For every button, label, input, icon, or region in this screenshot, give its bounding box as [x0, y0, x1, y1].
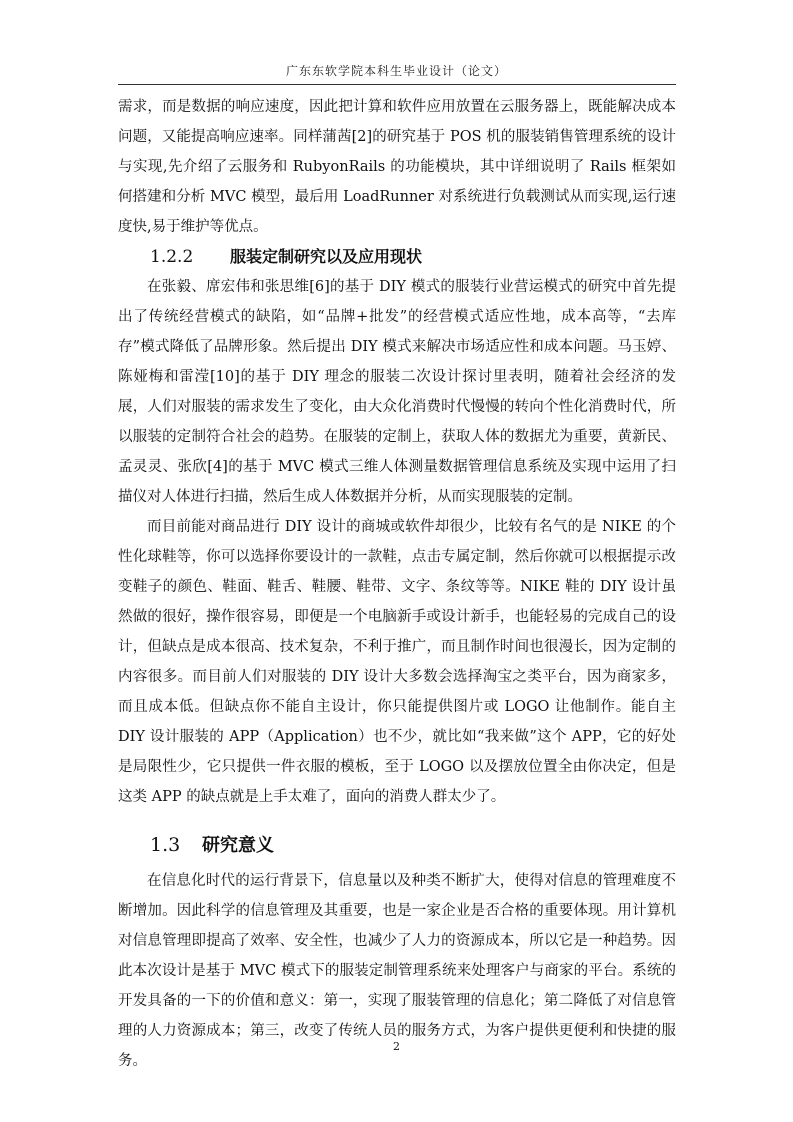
header-rule	[118, 84, 676, 85]
paragraph-intro-continued: 需求，而是数据的响应速度，因此把计算和软件应用放置在云服务器上，既能解决成本问题，又能提高响应速率。同样蒲茜[2]的研究基于 POS 机的服装销售管理系统的设计与实现,先介绍了云服务和 RubyonRails 的功能模块，其中详细说明了 Rails 框架如何搭建和分析 MVC 模型，最后用 LoadRunner 对系统进行负载测试从而实现,运行速度快,易于维护等优点。	[118, 99, 676, 235]
section-number: 1.3	[150, 834, 181, 856]
page-body	[118, 92, 676, 1076]
page-number: 2	[393, 1040, 400, 1053]
page-header: 广东东软学院本科生毕业设计（论文）	[285, 64, 507, 78]
section-heading-1-3	[118, 824, 676, 866]
paragraph-1-3-first: 在信息化时代的运行背景下，信息量以及种类不断扩大，使得对信息的管理难度不断增加。因此科学的信息管理及其重要，也是一家企业是否合格的重要体现。用计算机对信息管理即提高了效率、安全性，也减少了人力的资源成本，所以它是一种趋势。因此本次设计是基于 MVC 模式下的服装定制管理系统来处理客户与商家的平台。系统的开发具备的一下的价值和意义：第一，实现了服装管理的信息化；第二降低了对信息管理的人力资源成本；第三，改变了传统人员的服务方式，为客户提供更便利和快捷的服务。	[118, 873, 676, 1069]
subsection-title: 服装定制研究以及应用现状	[230, 247, 423, 266]
paragraph-1-2-2-second: 而目前能对商品进行 DIY 设计的商城或软件却很少，比较有名气的是 NIKE 的个性化球鞋等，你可以选择你要设计的一款鞋，点击专属定制，然后你就可以根据提示改变鞋子的颜色、鞋面、鞋舌、鞋腰、鞋带、文字、条纹等等。NIKE 鞋的 DIY 设计虽然做的很好，操作很容易，即便是一个电脑新手或设计新手，也能轻易的完成自己的设计，但缺点是成本很高、技术复杂，不利于推广，而且制作时间也很漫长，因为定制的内容很多。而目前人们对服装的 DIY 设计大多数会选择淘宝之类平台，因为商家多，而且成本低。但缺点你不能自主设计，你只能提供图片或 LOGO 让他制作。能自主 DIY 设计服装的 APP（Application）也不少，就比如“我来做”这个 APP，它的好处是局限性少，它只提供一件衣服的模板，至于 LOGO 以及摆放位置全由你决定，但是这类 APP 的缺点就是上手太难了，面向的消费人群太少了。	[118, 519, 676, 805]
subsection-number: 1.2.2	[150, 247, 194, 267]
paragraph-1-2-2-first: 在张毅、席宏伟和张思维[6]的基于 DIY 模式的服装行业营运模式的研究中首先提出了传统经营模式的缺陷，如“品牌+批发”的经营模式适应性地，成本高等，“去库存”模式降低了品牌形象。然后提出 DIY 模式来解决市场适应性和成本问题。马玉婷、陈娅梅和雷滢[10]的基于 DIY 理念的服装二次设计探讨里表明，随着社会经济的发展，人们对服装的需求发生了变化，由大众化消费时代慢慢的转向个性化消费时代，所以服装的定制符合社会的趋势。在服装的定制上，获取人体的数据尤为重要，黄新民、孟灵灵、张欣[4]的基于 MVC 模式三维人体测量数据管理信息系统及实现中运用了扫描仪对人体进行扫描，然后生成人体数据并分析，从而实现服装的定制。	[118, 279, 676, 505]
section-title: 研究意义	[202, 835, 274, 856]
subsection-heading-1-2-2	[118, 242, 676, 272]
